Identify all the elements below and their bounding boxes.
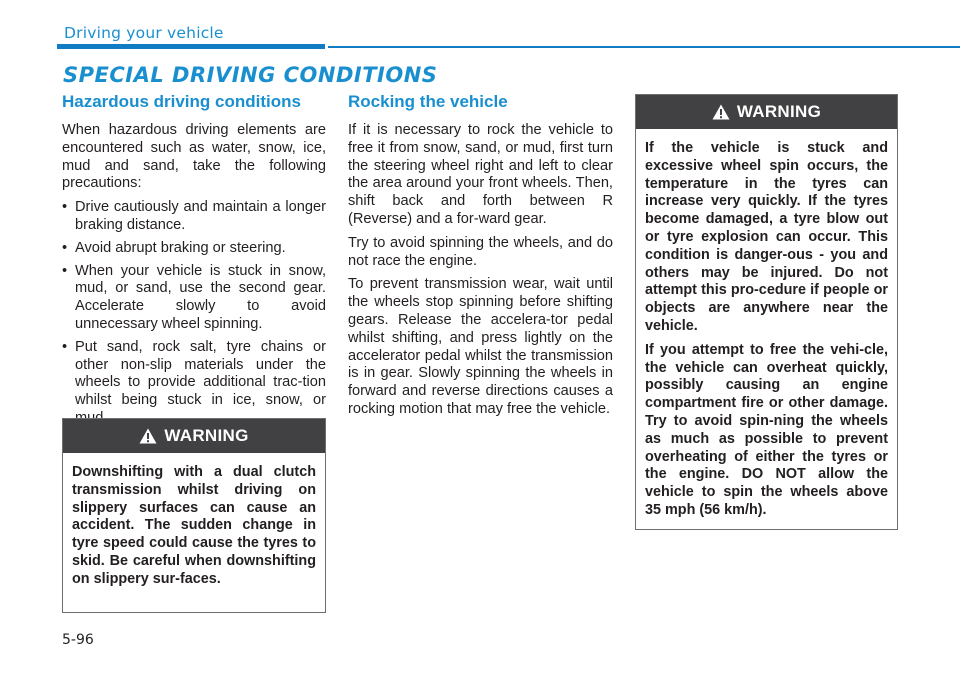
column-hazardous: [62, 92, 326, 433]
warning-header: [63, 419, 325, 453]
column-rocking: [348, 92, 613, 425]
rocking-paragraph: If it is necessary to rock the vehicle to free it from snow, sand, or mud, first turn the steering wheel right and left to clear the area around your front wheels. Then, shift back and forth between R (Reverse) and a for-ward gear.: [348, 122, 613, 227]
hazardous-intro: When hazardous driving elements are encountered such as water, snow, ice, mud and sand, take the following precautions:: [62, 122, 326, 192]
precautions-list: [62, 199, 326, 428]
hazardous-heading: Hazardous driving conditions: [62, 92, 301, 111]
list-item: • When your vehicle is stuck in snow, mud, or sand, use the second gear. Accelerate slowly to avoid unnecessary wheel spinning.: [62, 263, 326, 334]
warning-text: Downshifting with a dual clutch transmission whilst driving on slippery surfaces can cause an accident. The sudden change in tyre speed could cause the tyres to skid. Be careful when downshifting on slippery sur-faces.: [72, 464, 316, 587]
list-item: • Drive cautiously and maintain a longer braking distance.: [62, 199, 326, 235]
warning-triangle-icon: [139, 428, 157, 444]
warning-text: If the vehicle is stuck and excessive wheel spin occurs, the temperature in the tyres can increase very quickly. If the tyres become damaged, a tyre blow out or tyre explosion can occur. This condition is danger-ous - you and others may be injured. Do not attempt this pro-cedure if people or objects are anywhere near the vehicle.: [645, 140, 888, 334]
warning-label: WARNING: [736, 102, 822, 121]
section-title: SPECIAL DRIVING CONDITIONS: [63, 63, 438, 87]
warning-box-wheel-spin: [635, 94, 898, 530]
rocking-paragraph: Try to avoid spinning the wheels, and do not race the engine.: [348, 234, 613, 269]
rocking-paragraph: To prevent transmission wear, wait until the wheels stop spinning before shifting gears. Release the accelera-tor pedal whilst shifting, and press lightly on the accelerator pedal whilst the transmission is in gear. Slowly spinning the wheels in forward and reverse directions causes a rocking motion that may free the vehicle.: [348, 276, 613, 417]
chapter-title: Driving your vehicle: [64, 24, 224, 42]
warning-box-dct: [62, 418, 326, 613]
warning-label: WARNING: [164, 426, 249, 445]
rocking-heading: Rocking the vehicle: [348, 92, 508, 111]
list-item: • Put sand, rock salt, tyre chains or other non-slip materials under the wheels to provide additional trac-tion whilst being stuck in ice, snow, or: [62, 339, 326, 428]
warning-text: If you attempt to free the vehi-cle, the vehicle can overheat quickly, possibly causing an engine compartment fire or other damage. Try to avoid spin-ning the wheels as much as possible to prevent overheating of either the tyres or the engine. DO NOT allow the vehicle to spin the wheels above 35 mph (56 km/h).: [645, 341, 888, 518]
warning-triangle-icon: [712, 104, 730, 120]
list-item: • Avoid abrupt braking or steering.: [62, 240, 326, 258]
page-number: 5-96: [62, 632, 94, 648]
header-rule-thin: [328, 46, 960, 48]
warning-header: [636, 95, 897, 129]
header-rule-thick: [57, 44, 325, 49]
